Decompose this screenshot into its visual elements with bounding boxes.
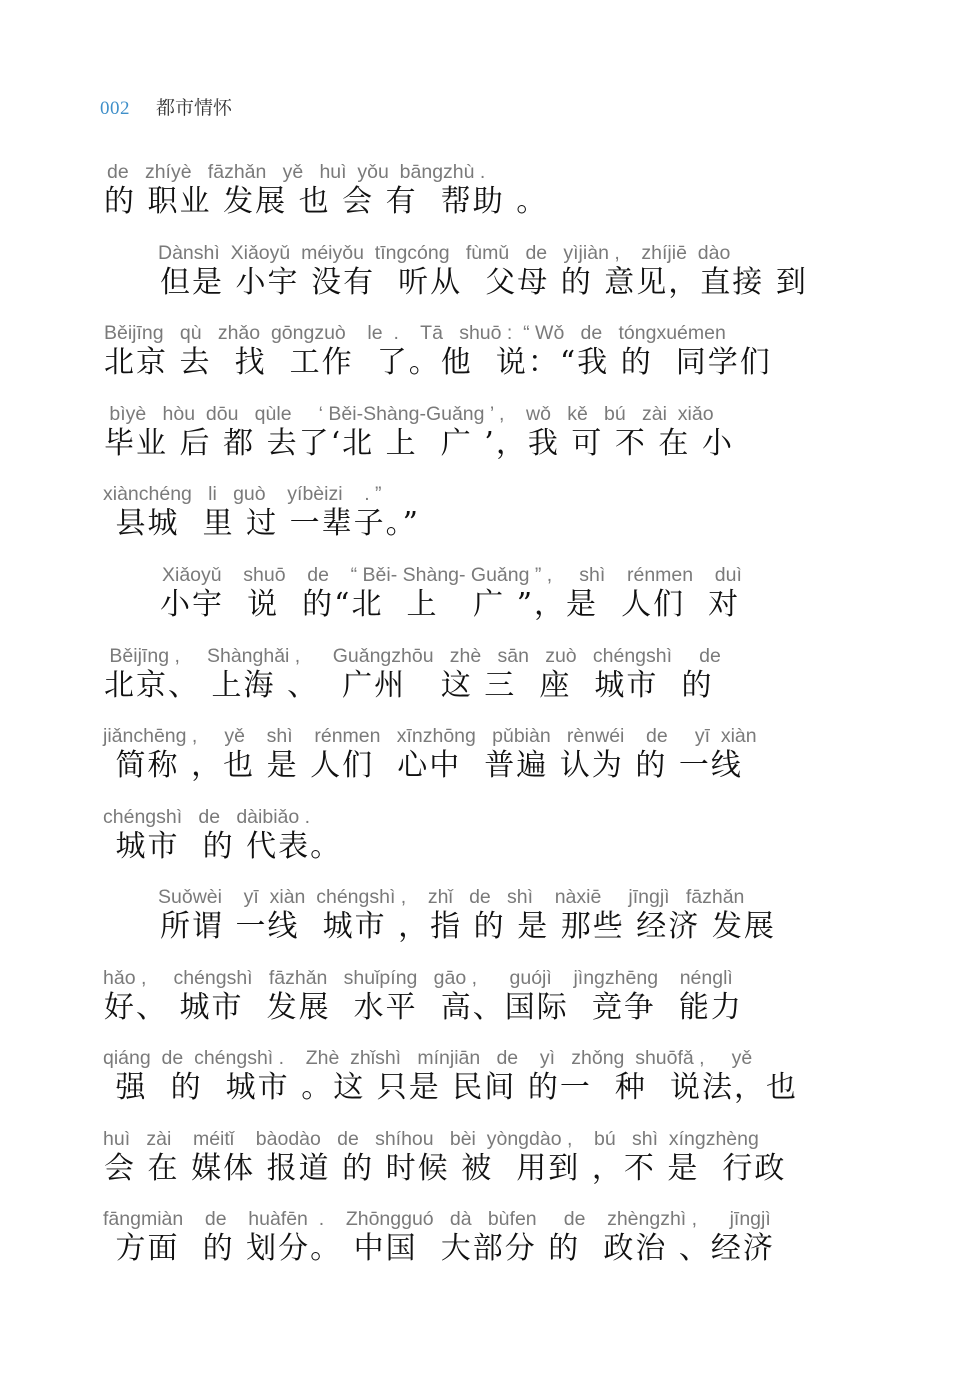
hanzi-line: 所谓 一线 城市 ，指 的 是 那些 经济 发展 [160, 909, 776, 944]
hanzi-line: 小宇 说 的“北 上 广 ”，是 人们 对 [160, 587, 741, 622]
pinyin-line: Xiǎoyǔ shuō de “ Běi- Shàng- Guǎng ” , shì rénmen duì [162, 564, 742, 586]
pinyin-line: Suǒwèi yī xiàn chéngshì , zhǐ de shì nàxiē jīngjì fāzhǎn [158, 886, 745, 908]
page-number: 002 [100, 98, 130, 119]
pinyin-line: jiǎnchēng , yě shì rénmen xīnzhōng pǔbiàn rènwéi de yī xiàn [103, 725, 757, 747]
pinyin-line: bìyè hòu dōu qùle ‘ Běi-Shàng-Guǎng ’ , wǒ kě bú zài xiǎo [104, 403, 714, 425]
pinyin-line: chéngshì de dàibiǎo . [103, 806, 311, 828]
hanzi-line: 城市 的 代表。 [104, 829, 343, 864]
hanzi-line: 的 职业 发展 也 会 有 帮助 。 [104, 184, 549, 219]
pinyin-line: Běijīng , Shànghǎi , Guǎngzhōu zhè sān zuò chéngshì de [104, 645, 721, 667]
hanzi-line: 毕业 后 都 去了‘北 上 广 ’，我 可 不 在 小 [104, 426, 734, 461]
pinyin-line: de zhíyè fāzhǎn yě huì yǒu bāngzhù . [107, 161, 486, 183]
hanzi-line: 北京 去 找 工作 了。他 说：“我 的 同学们 [104, 345, 772, 380]
pinyin-line: fāngmiàn de huàfēn . Zhōngguó dà bùfen de zhèngzhì , jīngjì [103, 1208, 771, 1230]
hanzi-line: 北京、 上海 、 广州 这 三 座 城市 的 [104, 668, 714, 703]
hanzi-line: 简称 ，也 是 人们 心中 普遍 认为 的 一线 [104, 748, 743, 783]
hanzi-line: 好、 城市 发展 水平 高、国际 竞争 能力 [104, 990, 743, 1025]
hanzi-line: 县城 里 过 一辈子。” [104, 506, 421, 541]
hanzi-line: 会 在 媒体 报道 的 时候 被 用到 ，不 是 行政 [104, 1151, 787, 1186]
pinyin-line: Dànshì Xiǎoyǔ méiyǒu tīngcóng fùmǔ de yìjiàn , zhíjiē dào [158, 242, 731, 264]
pinyin-line: hǎo , chéngshì fāzhǎn shuǐpíng gāo , guójì jìngzhēng nénglì [103, 967, 733, 989]
hanzi-line: 但是 小宇 没有 听从 父母 的 意见，直接 到 [160, 265, 808, 300]
running-title: 都市情怀 [156, 97, 233, 119]
hanzi-line: 方面 的 划分。 中国 大部分 的 政治 、经济 [104, 1231, 775, 1266]
pinyin-line: huì zài méitǐ bàodào de shíhou bèi yòngdào , bú shì xíngzhèng [103, 1128, 759, 1150]
pinyin-line: xiànchéng li guò yíbèizi . ” [103, 483, 382, 505]
page-header [100, 93, 232, 120]
hanzi-line: 强 的 城市 。这 只是 民间 的一 种 说法，也 [104, 1070, 798, 1105]
pinyin-line: Běijīng qù zhǎo gōngzuò le . Tā shuō : “ Wǒ de tóngxuémen [104, 322, 726, 344]
pinyin-line: qiáng de chéngshì . Zhè zhǐshì mínjiān de yì zhǒng shuōfǎ , yě [103, 1047, 753, 1069]
